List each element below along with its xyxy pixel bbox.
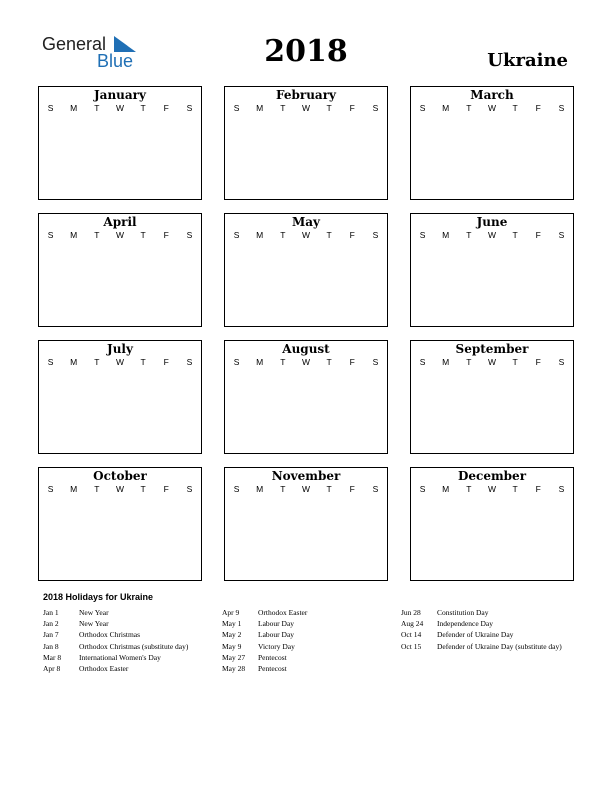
holiday-name: International Women's Day bbox=[79, 652, 161, 662]
weekday-label: M bbox=[70, 484, 78, 494]
week-row bbox=[225, 257, 387, 271]
month-title: October bbox=[93, 469, 147, 483]
week-row bbox=[39, 538, 201, 552]
month-grid bbox=[39, 229, 201, 312]
week-row bbox=[411, 171, 573, 185]
weekday-header bbox=[39, 102, 201, 116]
week-row bbox=[39, 257, 201, 271]
weekday-label: S bbox=[47, 484, 54, 494]
weekday-label: T bbox=[326, 484, 332, 494]
weekday-label: W bbox=[487, 230, 496, 240]
weekday-label: S bbox=[372, 484, 379, 494]
month-grid bbox=[411, 356, 573, 453]
week-row bbox=[39, 243, 201, 257]
holidays-title: 2018 Holidays for Ukraine bbox=[43, 592, 154, 602]
week-row bbox=[411, 284, 573, 298]
week-row bbox=[39, 171, 201, 185]
weekday-label: M bbox=[70, 230, 78, 240]
weekday-label: F bbox=[349, 484, 355, 494]
holiday-date: Mar 8 bbox=[43, 652, 62, 662]
weekday-label: F bbox=[349, 103, 355, 113]
weekday-label: T bbox=[94, 484, 100, 494]
month-title: April bbox=[103, 215, 137, 229]
holiday-name: Constitution Day bbox=[437, 608, 489, 617]
week-row bbox=[411, 397, 573, 411]
week-row bbox=[39, 157, 201, 171]
holiday-date: Jan 8 bbox=[43, 641, 59, 651]
holiday-name: Pentecost bbox=[258, 652, 287, 662]
weekday-label: F bbox=[535, 357, 541, 367]
weekday-label: S bbox=[233, 357, 240, 367]
week-row bbox=[225, 284, 387, 298]
week-row bbox=[225, 270, 387, 284]
month-april bbox=[38, 213, 202, 327]
holiday-date: May 1 bbox=[222, 619, 242, 629]
week-row bbox=[225, 157, 387, 171]
month-grid bbox=[225, 483, 387, 566]
week-row bbox=[411, 298, 573, 312]
weekday-label: F bbox=[163, 357, 169, 367]
week-row bbox=[411, 257, 573, 271]
weekday-label: T bbox=[280, 484, 286, 494]
month-title: January bbox=[94, 88, 146, 102]
weekday-label: M bbox=[256, 230, 264, 240]
week-row bbox=[225, 130, 387, 144]
logo-text-blue: Blue bbox=[97, 51, 134, 71]
month-title: September bbox=[455, 342, 529, 356]
week-row bbox=[411, 538, 573, 552]
week-row bbox=[411, 143, 573, 157]
week-row bbox=[411, 157, 573, 171]
holidays-column bbox=[222, 607, 387, 674]
weekday-label: M bbox=[442, 103, 450, 113]
weekday-label: S bbox=[419, 230, 426, 240]
weekday-label: M bbox=[70, 357, 78, 367]
weekday-header bbox=[39, 229, 201, 243]
weekday-label: S bbox=[186, 484, 193, 494]
week-row bbox=[411, 370, 573, 384]
month-grid bbox=[411, 483, 573, 580]
month-november bbox=[224, 467, 388, 581]
holiday-entry bbox=[222, 607, 387, 618]
holiday-entry bbox=[43, 663, 208, 674]
weekday-label: S bbox=[186, 357, 193, 367]
week-row bbox=[411, 270, 573, 284]
weekday-label: F bbox=[349, 357, 355, 367]
month-may bbox=[224, 213, 388, 327]
weekday-header bbox=[411, 229, 573, 243]
week-row bbox=[411, 384, 573, 398]
weekday-label: S bbox=[419, 103, 426, 113]
weekday-header bbox=[411, 483, 573, 497]
weekday-header bbox=[225, 483, 387, 497]
week-row bbox=[225, 511, 387, 525]
holiday-date: Oct 15 bbox=[401, 641, 422, 651]
holiday-entry bbox=[401, 629, 571, 640]
holiday-entry bbox=[401, 618, 571, 629]
weekday-label: F bbox=[535, 484, 541, 494]
holiday-name: Orthodox Easter bbox=[79, 664, 129, 674]
month-grid bbox=[225, 356, 387, 439]
holidays-column bbox=[43, 607, 208, 674]
week-row bbox=[39, 384, 201, 398]
weekday-label: M bbox=[256, 357, 264, 367]
weekday-label: S bbox=[558, 357, 565, 367]
weekday-label: F bbox=[163, 230, 169, 240]
weekday-label: M bbox=[256, 484, 264, 494]
holiday-date: Apr 8 bbox=[43, 664, 61, 674]
weekday-label: F bbox=[163, 103, 169, 113]
holiday-name: Orthodox Christmas (substitute day) bbox=[79, 641, 189, 651]
week-row bbox=[39, 270, 201, 284]
week-row bbox=[225, 524, 387, 538]
holiday-entry bbox=[401, 641, 571, 652]
weekday-label: T bbox=[326, 357, 332, 367]
holiday-date: Jan 1 bbox=[43, 608, 59, 617]
week-row bbox=[225, 411, 387, 425]
calendar-country: Ukraine bbox=[487, 50, 568, 71]
weekday-label: W bbox=[487, 357, 496, 367]
week-row bbox=[39, 524, 201, 538]
weekday-label: T bbox=[326, 230, 332, 240]
weekday-label: T bbox=[140, 357, 146, 367]
month-grid bbox=[411, 229, 573, 312]
week-row bbox=[39, 552, 201, 566]
holiday-entry bbox=[222, 618, 387, 629]
month-title: March bbox=[470, 88, 514, 102]
month-grid bbox=[411, 102, 573, 185]
holiday-date: May 9 bbox=[222, 641, 242, 651]
weekday-label: T bbox=[140, 484, 146, 494]
weekday-label: S bbox=[558, 230, 565, 240]
week-row bbox=[225, 384, 387, 398]
week-row bbox=[225, 116, 387, 130]
weekday-label: S bbox=[233, 484, 240, 494]
weekday-label: T bbox=[326, 103, 332, 113]
holiday-date: Jan 2 bbox=[43, 619, 59, 629]
month-march bbox=[410, 86, 574, 200]
week-row bbox=[411, 243, 573, 257]
holiday-entry bbox=[43, 618, 208, 629]
month-title: July bbox=[107, 342, 133, 356]
week-row bbox=[411, 552, 573, 566]
month-title: December bbox=[457, 469, 527, 483]
week-row bbox=[411, 511, 573, 525]
week-row bbox=[225, 425, 387, 439]
weekday-header bbox=[225, 102, 387, 116]
logo-text-general: General bbox=[42, 34, 107, 54]
month-december bbox=[410, 467, 574, 581]
month-june bbox=[410, 213, 574, 327]
week-row bbox=[39, 143, 201, 157]
weekday-label: W bbox=[115, 230, 124, 240]
week-row bbox=[411, 439, 573, 453]
holiday-name: Pentecost bbox=[258, 664, 287, 674]
weekday-label: F bbox=[535, 230, 541, 240]
holiday-date: Jan 7 bbox=[43, 630, 59, 640]
week-row bbox=[39, 116, 201, 130]
week-row bbox=[411, 497, 573, 511]
weekday-label: T bbox=[466, 484, 472, 494]
weekday-label: T bbox=[512, 357, 518, 367]
holiday-date: May 2 bbox=[222, 630, 242, 640]
weekday-header bbox=[411, 102, 573, 116]
month-title: February bbox=[275, 88, 336, 102]
weekday-label: S bbox=[233, 103, 240, 113]
week-row bbox=[39, 284, 201, 298]
weekday-label: W bbox=[301, 103, 310, 113]
holidays-column bbox=[401, 607, 571, 652]
weekday-label: T bbox=[466, 230, 472, 240]
holiday-name: Victory Day bbox=[258, 641, 295, 651]
holiday-name: Orthodox Easter bbox=[258, 608, 308, 617]
weekday-label: W bbox=[301, 484, 310, 494]
holiday-date: Apr 9 bbox=[222, 608, 240, 617]
weekday-label: M bbox=[256, 103, 264, 113]
holiday-name: Defender of Ukraine Day (substitute day) bbox=[437, 641, 562, 651]
weekday-label: W bbox=[301, 230, 310, 240]
week-row bbox=[39, 130, 201, 144]
weekday-label: S bbox=[419, 357, 426, 367]
week-row bbox=[411, 425, 573, 439]
holiday-date: Jun 28 bbox=[401, 608, 421, 617]
week-row bbox=[225, 397, 387, 411]
holiday-entry bbox=[43, 641, 208, 652]
month-title: November bbox=[271, 469, 341, 483]
weekday-label: F bbox=[349, 230, 355, 240]
weekday-label: T bbox=[280, 230, 286, 240]
month-grid bbox=[39, 483, 201, 566]
month-august bbox=[224, 340, 388, 454]
week-row bbox=[39, 497, 201, 511]
week-row bbox=[411, 411, 573, 425]
weekday-label: T bbox=[94, 357, 100, 367]
holiday-name: New Year bbox=[79, 619, 109, 629]
weekday-label: M bbox=[442, 230, 450, 240]
week-row bbox=[39, 397, 201, 411]
month-january bbox=[38, 86, 202, 200]
holiday-entry bbox=[222, 663, 387, 674]
month-title: August bbox=[282, 342, 330, 356]
holiday-entry bbox=[222, 652, 387, 663]
week-row bbox=[225, 538, 387, 552]
weekday-label: T bbox=[94, 103, 100, 113]
week-row bbox=[411, 524, 573, 538]
month-october bbox=[38, 467, 202, 581]
holiday-entry bbox=[222, 641, 387, 652]
month-title: May bbox=[291, 215, 321, 229]
weekday-label: W bbox=[115, 484, 124, 494]
week-row bbox=[225, 243, 387, 257]
month-grid bbox=[225, 102, 387, 185]
weekday-label: S bbox=[372, 357, 379, 367]
calendar-year: 2018 bbox=[264, 34, 348, 69]
week-row bbox=[411, 566, 573, 580]
weekday-label: W bbox=[487, 103, 496, 113]
holiday-entry bbox=[43, 629, 208, 640]
holiday-name: Orthodox Christmas bbox=[79, 630, 141, 640]
week-row bbox=[39, 370, 201, 384]
weekday-label: S bbox=[558, 103, 565, 113]
week-row bbox=[225, 552, 387, 566]
week-row bbox=[39, 411, 201, 425]
month-july bbox=[38, 340, 202, 454]
weekday-label: T bbox=[512, 230, 518, 240]
week-row bbox=[225, 298, 387, 312]
weekday-label: T bbox=[140, 103, 146, 113]
month-grid bbox=[225, 229, 387, 312]
weekday-header bbox=[39, 483, 201, 497]
holiday-name: Independence Day bbox=[437, 619, 494, 629]
weekday-label: S bbox=[186, 103, 193, 113]
weekday-label: T bbox=[512, 103, 518, 113]
week-row bbox=[39, 298, 201, 312]
holiday-date: Oct 14 bbox=[401, 630, 422, 640]
holiday-name: Defender of Ukraine Day bbox=[437, 630, 514, 640]
weekday-label: T bbox=[94, 230, 100, 240]
weekday-label: F bbox=[163, 484, 169, 494]
week-row bbox=[225, 143, 387, 157]
weekday-label: T bbox=[280, 103, 286, 113]
weekday-label: T bbox=[466, 357, 472, 367]
weekday-label: S bbox=[47, 230, 54, 240]
month-title: June bbox=[476, 215, 508, 229]
holiday-entry bbox=[43, 652, 208, 663]
holiday-entry bbox=[401, 607, 571, 618]
holiday-name: Labour Day bbox=[258, 619, 295, 629]
weekday-header bbox=[225, 229, 387, 243]
week-row bbox=[411, 116, 573, 130]
holiday-name: New Year bbox=[79, 608, 109, 617]
weekday-label: T bbox=[140, 230, 146, 240]
month-grid bbox=[39, 102, 201, 185]
week-row bbox=[225, 497, 387, 511]
week-row bbox=[411, 130, 573, 144]
weekday-header bbox=[225, 356, 387, 370]
weekday-label: S bbox=[47, 103, 54, 113]
holiday-entry bbox=[43, 607, 208, 618]
month-september bbox=[410, 340, 574, 454]
weekday-label: S bbox=[558, 484, 565, 494]
holiday-date: May 28 bbox=[222, 664, 246, 674]
weekday-label: S bbox=[419, 484, 426, 494]
weekday-label: M bbox=[442, 357, 450, 367]
weekday-label: S bbox=[186, 230, 193, 240]
week-row bbox=[225, 370, 387, 384]
weekday-label: W bbox=[301, 357, 310, 367]
weekday-label: M bbox=[70, 103, 78, 113]
weekday-label: M bbox=[442, 484, 450, 494]
weekday-label: S bbox=[372, 230, 379, 240]
weekday-label: W bbox=[115, 357, 124, 367]
week-row bbox=[39, 511, 201, 525]
weekday-label: S bbox=[233, 230, 240, 240]
weekday-label: S bbox=[47, 357, 54, 367]
weekday-header bbox=[39, 356, 201, 370]
weekday-label: W bbox=[115, 103, 124, 113]
weekday-label: W bbox=[487, 484, 496, 494]
weekday-label: T bbox=[280, 357, 286, 367]
weekday-header bbox=[411, 356, 573, 370]
month-february bbox=[224, 86, 388, 200]
weekday-label: T bbox=[512, 484, 518, 494]
week-row bbox=[39, 425, 201, 439]
holiday-entry bbox=[222, 629, 387, 640]
weekday-label: T bbox=[466, 103, 472, 113]
weekday-label: F bbox=[535, 103, 541, 113]
holiday-date: May 27 bbox=[222, 652, 246, 662]
holiday-date: Aug 24 bbox=[401, 619, 424, 629]
month-grid bbox=[39, 356, 201, 439]
week-row bbox=[225, 171, 387, 185]
weekday-label: S bbox=[372, 103, 379, 113]
holiday-name: Labour Day bbox=[258, 630, 295, 640]
